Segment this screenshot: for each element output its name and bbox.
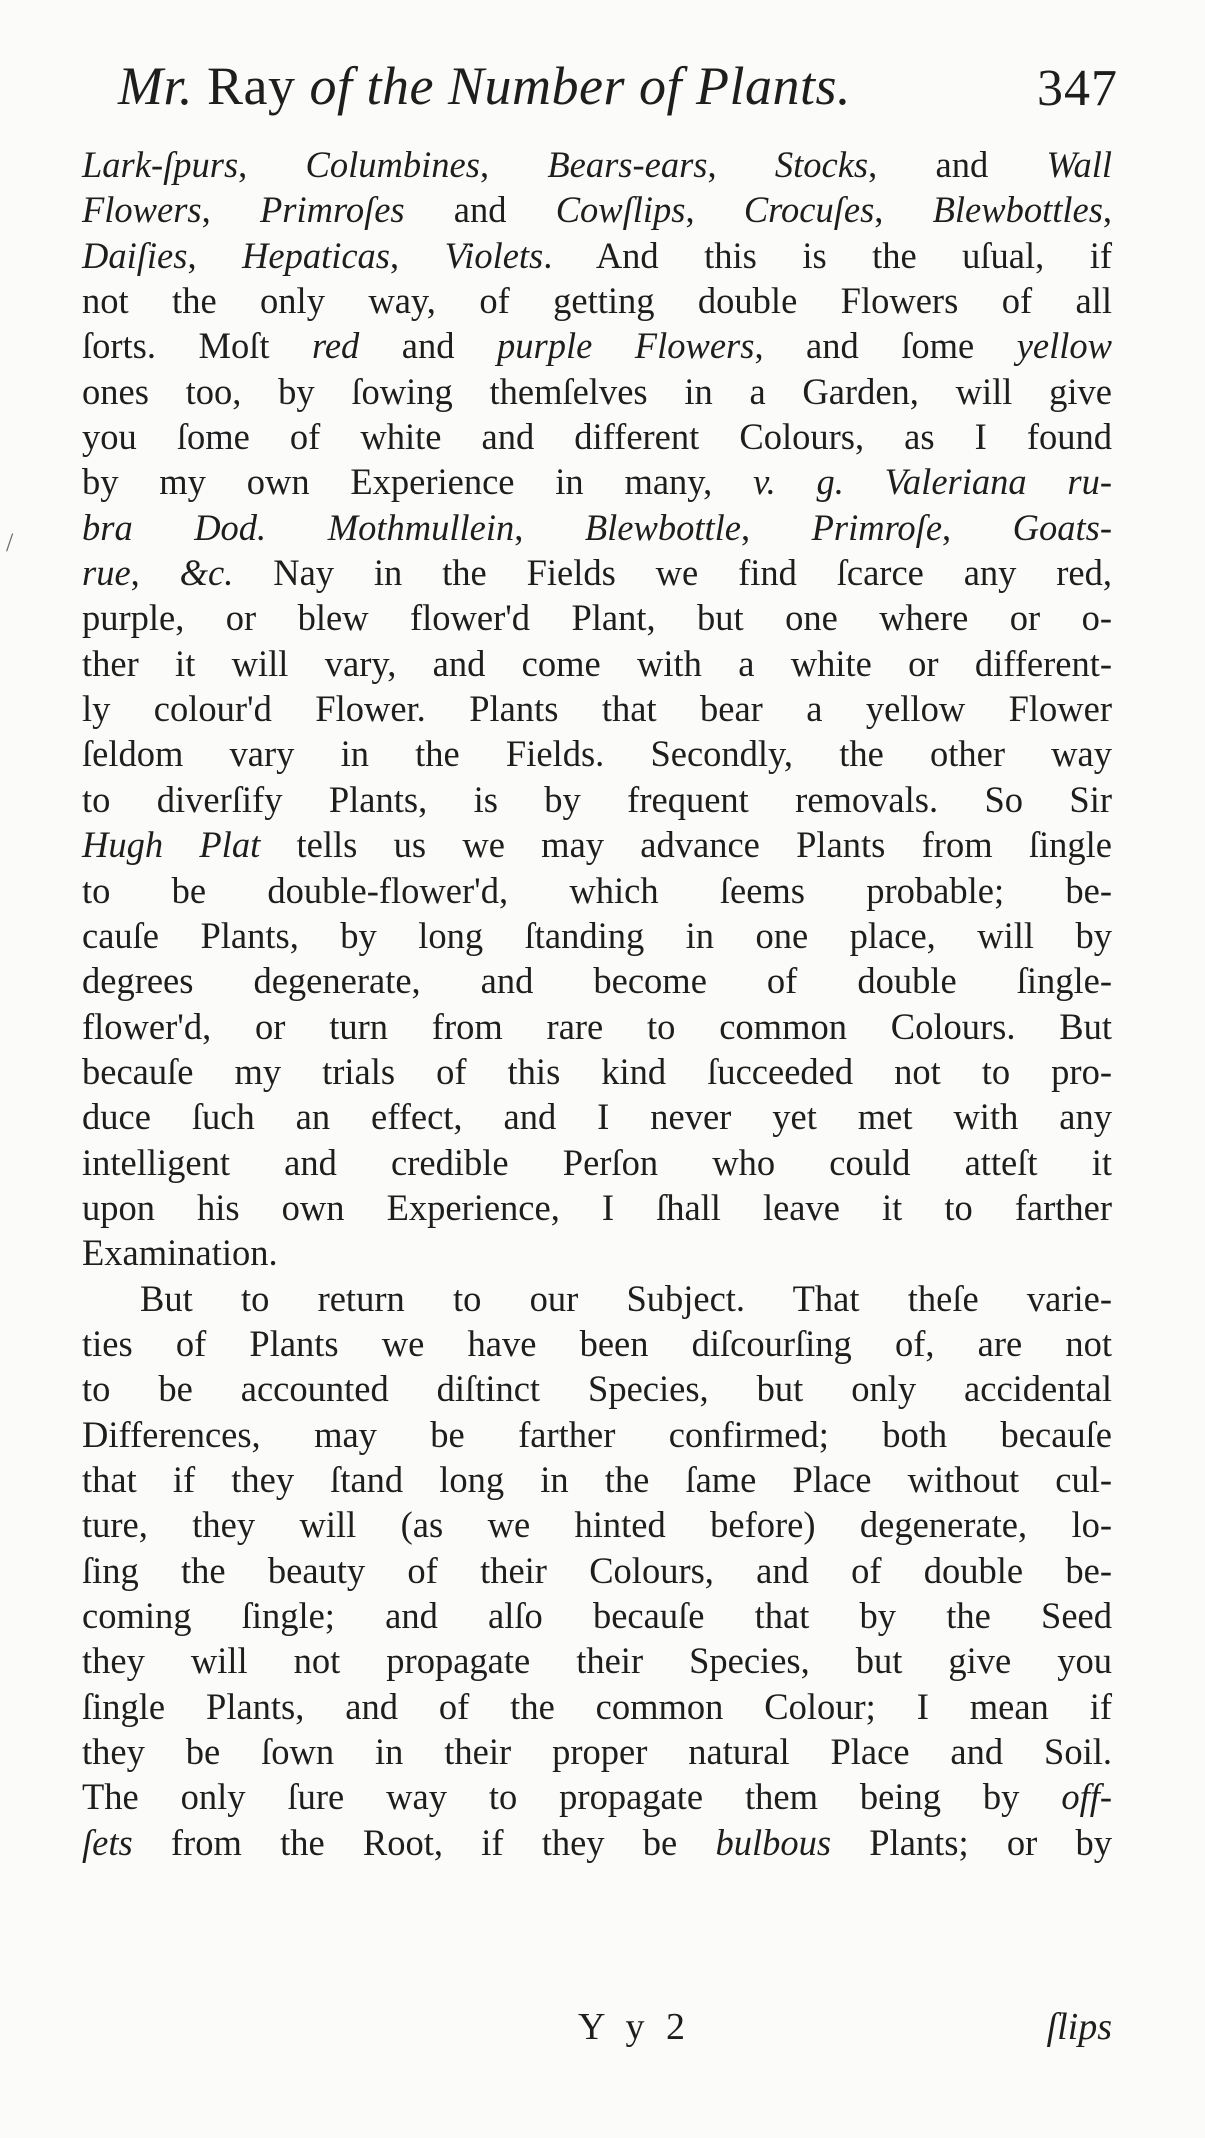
page-header — [118, 55, 1118, 135]
page-number: 347 — [1037, 60, 1118, 117]
text-line: bra Dod. Mothmullein, Blewbottle, Primroſe, Goats- — [82, 506, 1113, 548]
text-line: duce ſuch an effect, and I never yet met with any — [82, 1096, 1112, 1138]
text-line: they will not propagate their Species, but give you — [82, 1640, 1112, 1682]
text-line: to be accounted diſtinct Species, but only accidental — [82, 1368, 1112, 1410]
text-line: upon his own Experience, I ſhall leave it to farther — [82, 1186, 1112, 1228]
text-line: The only ſure way to propagate them being by off- — [82, 1776, 1112, 1818]
text-line: by my own Experience in many, v. g. Valeriana ru- — [82, 461, 1113, 503]
text-line: ther it will vary, and come with a white or different- — [82, 642, 1112, 684]
running-title-part-1: Mr. — [118, 56, 194, 116]
text-line: ties of Plants we have been diſcourſing of, are not — [82, 1322, 1112, 1364]
text-line: they be ſown in their proper natural Place and Soil. — [82, 1731, 1112, 1773]
running-title-part-2: Ray — [193, 56, 310, 116]
text-line: intelligent and credible Perſon who could atteſt it — [82, 1141, 1112, 1183]
text-line: that if they ſtand long in the ſame Place without cul- — [82, 1458, 1112, 1500]
text-line: cauſe Plants, by long ſtanding in one place, will by — [82, 914, 1112, 956]
margin-mark: / — [6, 528, 14, 557]
text-line: But to return to our Subject. That theſe varie- — [140, 1277, 1112, 1319]
text-line: coming ſingle; and alſo becauſe that by the Seed — [82, 1595, 1112, 1636]
text-line: Differences, may be farther confirmed; both becauſe — [82, 1413, 1112, 1455]
text-line: ſorts. Moſt red and purple Flowers, and ſome yellow — [82, 325, 1113, 367]
text-line: becauſe my trials of this kind ſucceeded not to pro- — [82, 1050, 1112, 1092]
text-line: ſingle Plants, and of the common Colour; I mean if — [82, 1685, 1112, 1727]
text-line: ture, they will (as we hinted before) degenerate, lo- — [82, 1504, 1112, 1546]
text-line: ſing the beauty of their Colours, and of double be- — [82, 1549, 1112, 1591]
text-line: flower'd, or turn from rare to common Colours. But — [82, 1005, 1112, 1047]
text-line: Flowers, Primroſes and Cowſlips, Crocuſes, Blewbottles, — [82, 189, 1113, 231]
text-line: Hugh Plat tells us we may advance Plants from ſingle — [82, 824, 1112, 866]
text-line: ſeldom vary in the Fields. Secondly, the other way — [82, 733, 1112, 775]
text-line: ones too, by ſowing themſelves in a Garden, will give — [82, 370, 1112, 412]
text-line: ſets from the Root, if they be bulbous Plants; or by — [82, 1821, 1112, 1863]
text-line: Lark-ſpurs, Columbines, Bears-ears, Stocks, and Wall — [82, 144, 1113, 185]
catchword: ſlips — [1046, 2006, 1112, 2048]
text-line: Daiſies, Hepaticas, Violets. And this is the uſual, if — [82, 234, 1113, 276]
page-footer — [82, 2005, 1112, 2065]
text-line: purple, or blew flower'd Plant, but one where or o- — [82, 597, 1112, 639]
text-line: rue, &c. Nay in the Fields we find ſcarce any red, — [82, 552, 1112, 594]
text-line: you ſome of white and different Colours, as I found — [82, 416, 1112, 458]
text-line: degrees degenerate, and become of double ſingle- — [82, 960, 1112, 1002]
text-line: ly colour'd Flower. Plants that bear a yellow Flower — [82, 688, 1112, 730]
text-line: not the only way, of getting double Flowers of all — [82, 280, 1112, 322]
body-text — [82, 142, 1112, 1865]
running-title — [118, 55, 851, 117]
text-line: to diverſify Plants, is by frequent removals. So Sir — [82, 778, 1112, 820]
signature-mark: Y y 2 — [578, 2006, 692, 2048]
running-title-part-3: of the Number of Plants. — [309, 56, 851, 116]
text-line: to be double-flower'd, which ſeems probable; be- — [82, 869, 1112, 911]
text-line: Examination. — [82, 1232, 278, 1274]
